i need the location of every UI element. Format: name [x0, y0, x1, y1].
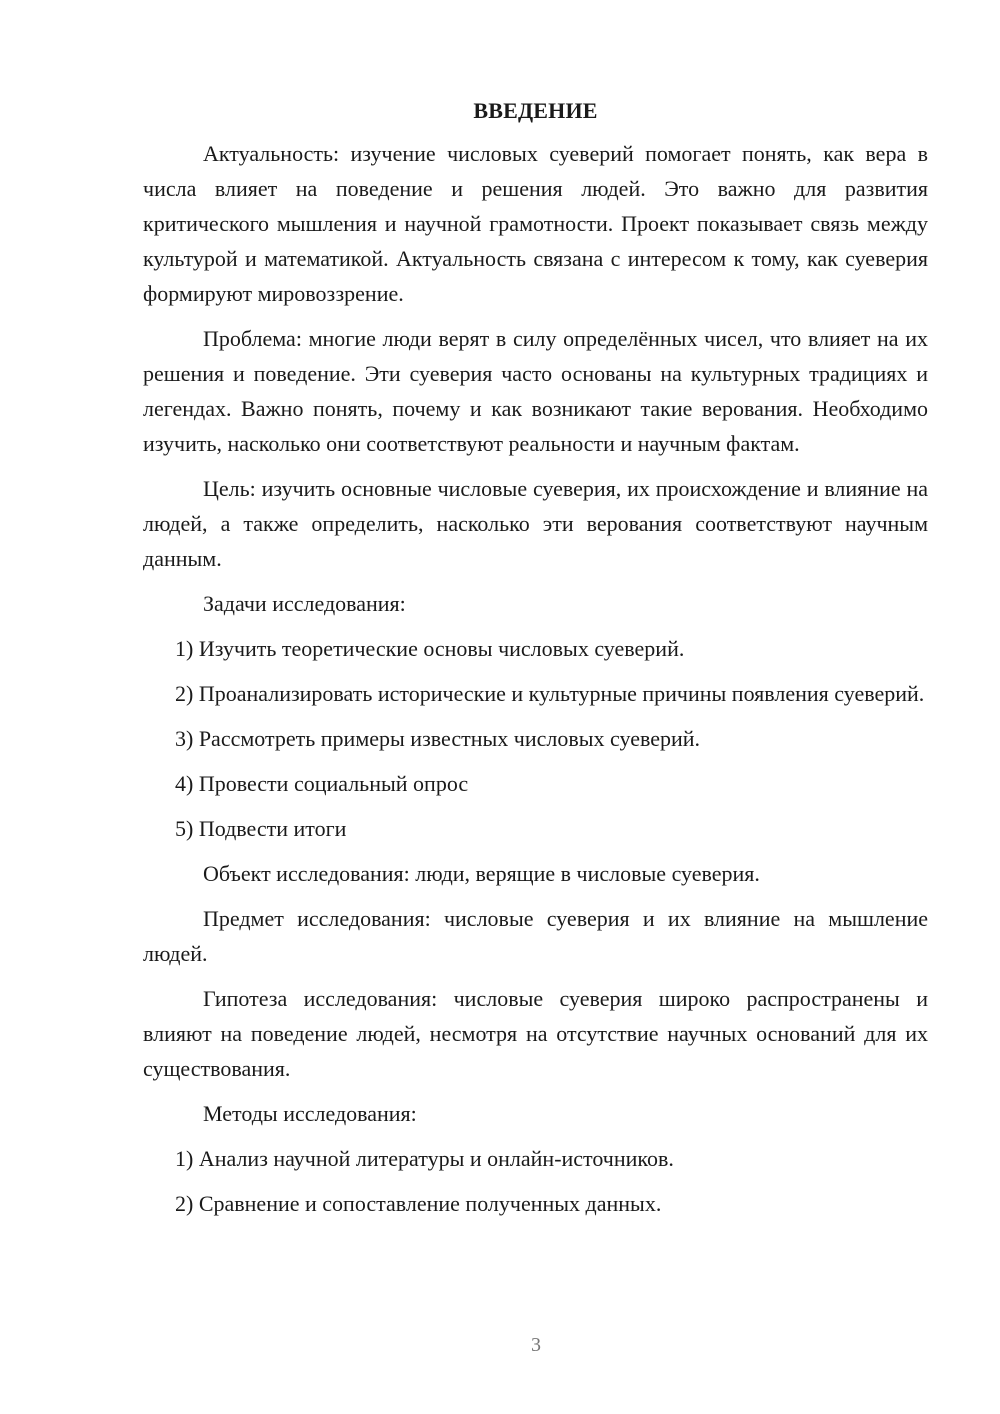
method-item-1: 1) Анализ научной литературы и онлайн-источников. [175, 1146, 674, 1171]
page-number: 3 [531, 1334, 541, 1356]
goal-paragraph: Цель: изучить основные числовые суеверия, их происхождение и влияние на людей, а также определить, насколько эти верования соответствуют научным данным. [143, 476, 928, 571]
subject-paragraph: Предмет исследования: числовые суеверия и их влияние на мышление людей. [143, 906, 928, 966]
hypothesis-paragraph: Гипотеза исследования: числовые суеверия широко распространены и влияют на поведение людей, несмотря на отсутствие научных оснований для их существования. [143, 986, 928, 1081]
tasks-heading: Задачи исследования: [203, 591, 406, 616]
method-item-2: 2) Сравнение и сопоставление полученных данных. [175, 1191, 662, 1216]
page-title: ВВЕДЕНИЕ [473, 98, 598, 123]
object-paragraph: Объект исследования: люди, верящие в числовые суеверия. [203, 861, 760, 886]
task-item-1: 1) Изучить теоретические основы числовых суеверий. [175, 636, 685, 661]
task-item-5: 5) Подвести итоги [175, 816, 347, 841]
task-item-4: 4) Провести социальный опрос [175, 771, 469, 796]
relevance-paragraph: Актуальность: изучение числовых суеверий помогает понять, как вера в числа влияет на поведение и решения людей. Это важно для развития критического мышления и научной грамотности. Проект показывает связь между культурой и математикой. Актуальность связана с интересом к тому, как суеверия формируют мировоззрение. [143, 141, 928, 306]
task-item-3: 3) Рассмотреть примеры известных числовых суеверий. [175, 726, 701, 751]
methods-heading: Методы исследования: [203, 1101, 417, 1126]
task-item-2: 2) Проанализировать исторические и культурные причины появления суеверий. [175, 681, 925, 706]
page-content [143, 96, 928, 1231]
problem-paragraph: Проблема: многие люди верят в силу определённых чисел, что влияет на их решения и поведение. Эти суеверия часто основаны на культурных традициях и легендах. Важно понять, почему и как возникают такие верования. Необходимо изучить, насколько они соответствуют реальности и научным фактам. [143, 326, 928, 456]
